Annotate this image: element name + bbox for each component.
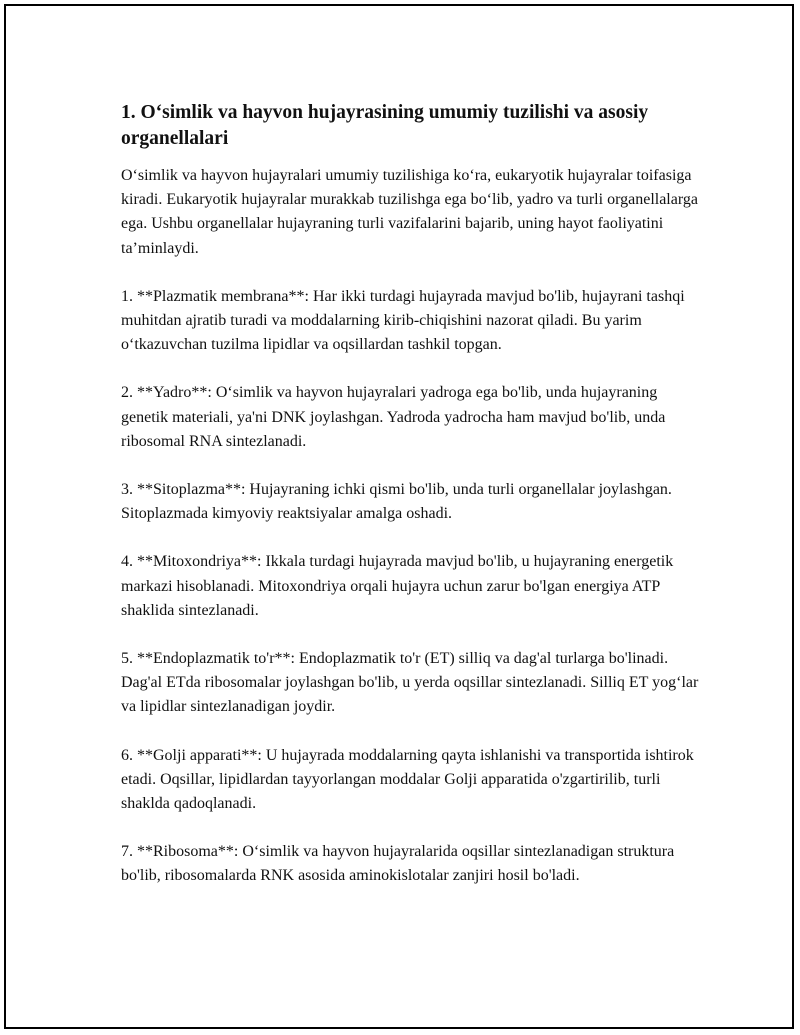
document-title: 1. O‘simlik va hayvon hujayrasining umumiy tuzilishi va asosiy organellalari [121,102,649,149]
list-item-cytoplasm: 3. **Sitoplazma**: Hujayraning ichki qismi bo'lib, unda turli organellalar joylashgan. Sitoplazmada kimyoviy reaktsiyalar amalga oshadi. [121,481,672,523]
list-item-mitochondria: 4. **Mitoxondriya**: Ikkala turdagi hujayrada mavjud bo'lib, u hujayraning energetik markazi hisoblanadi. Mitoxondriya orqali hujayra uchun zarur bo'lgan energiya ATP shaklida sintezlanadi. [121,553,674,619]
list-item-plasma-membrane: 1. **Plazmatik membrana**: Har ikki turdagi hujayrada mavjud bo'lib, hujayrani tashqi muhitdan ajratib turadi va moddalarning kirib-chiqishini nazorat qiladi. Bu yarim o‘tkazuvchan tuzilma lipidlar va oqsillardan tashkil topgan. [121,287,685,354]
intro-paragraph: O‘simlik va hayvon hujayralari umumiy tuzilishiga ko‘ra, eukaryotik hujayralar toifasiga kiradi. Eukaryotik hujayralar murakkab tuzilishga ega bo‘lib, yadro va turli organellalarga ega. Ushbu organellalar hujayraning turli vazifalarini bajarib, uning hayot faoliyatini ta’minlaydi. [121,167,698,257]
page-frame [4,4,794,1029]
list-item-golgi-apparatus: 6. **Golji apparati**: U hujayrada moddalarning qayta ishlanishi va transportida ishtirok etadi. Oqsillar, lipidlardan tayyorlangan moddalar Golji apparatida o'zgartirilib, turli shaklda qadoqlanadi. [121,746,694,813]
document-body [121,100,701,913]
list-item-nucleus: 2. **Yadro**: O‘simlik va hayvon hujayralari yadroga ega bo'lib, unda hujayraning genetik materiali, ya'ni DNK joylashgan. Yadroda yadrocha ham mavjud bo'lib, unda ribosomal RNA sintezlanadi. [121,384,666,450]
list-item-ribosome: 7. **Ribosoma**: O‘simlik va hayvon hujayralarida oqsillar sintezlanadigan struktura bo'lib, ribosomalarda RNK asosida aminokislotalar zanjiri hosil bo'ladi. [121,843,675,885]
list-item-endoplasmic-reticulum: 5. **Endoplazmatik to'r**: Endoplazmatik to'r (ET) silliq va dag'al turlarga bo'linadi. Dag'al ETda ribosomalar joylashgan bo'lib, u yerda oqsillar sintezlanadi. Silliq ET yog‘lar va lipidlar sintezlanadigan joydir. [121,650,699,716]
